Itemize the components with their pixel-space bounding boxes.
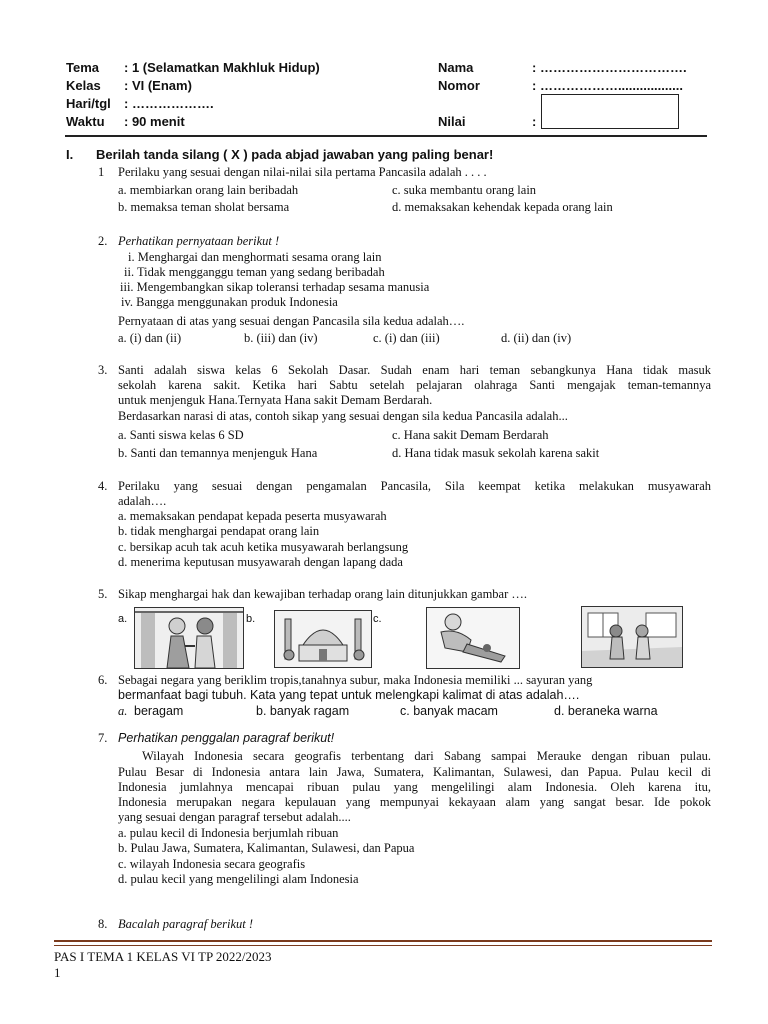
q4-option-c[interactable]: c. bersikap acuh tak acuh ketika musyawarah berlangsung bbox=[118, 540, 409, 554]
q7-paragraph-line-1: Wilayah Indonesia secara geografis terbentang dari Sabang sampai Merauke dengan ribuan pulau. bbox=[142, 749, 711, 763]
q6-option-a[interactable]: beragam bbox=[134, 704, 184, 718]
q7-paragraph-line-3: Indonesia jumlahnya mencapai ribuan pulau yang mengelilingi alam Indonesia. Oleh karena itu, bbox=[118, 780, 711, 794]
q3-line-2: sekolah karena sakit. Ketika hari Sabtu setelah pelajaran olahraga Santi mengajak teman-temannya bbox=[118, 378, 711, 392]
q7-option-c[interactable]: c. wilayah Indonesia secara geografis bbox=[118, 857, 306, 871]
q7-paragraph-line-4: Indonesia merupakan negara kepulauan yang mempunyai kekayaan alam yang sangat besar. Ide pokok bbox=[118, 795, 711, 809]
q5-picture-a-children-handshake[interactable] bbox=[134, 607, 244, 669]
q3-line-3: untuk menjenguk Hana.Ternyata Hana sakit Demam Berdarah. bbox=[118, 393, 433, 407]
q6-option-b[interactable]: b. banyak ragam bbox=[256, 704, 350, 718]
nilai-score-box[interactable] bbox=[541, 94, 679, 129]
q4-number: 4. bbox=[98, 479, 108, 493]
q5-picture-b-mosque[interactable] bbox=[274, 610, 372, 668]
section-title: Berilah tanda silang ( X ) pada abjad jawaban yang paling benar! bbox=[96, 147, 494, 162]
q4-option-b[interactable]: b. tidak menghargai pendapat orang lain bbox=[118, 524, 320, 538]
q7-intro: Perhatikan penggalan paragraf berikut! bbox=[118, 731, 335, 745]
q7-option-a[interactable]: a. pulau kecil di Indonesia berjumlah ribuan bbox=[118, 826, 339, 840]
q8-intro: Bacalah paragraf berikut ! bbox=[118, 917, 254, 931]
q1-option-c[interactable]: c. suka membantu orang lain bbox=[392, 183, 537, 197]
kelas-value: : VI (Enam) bbox=[124, 78, 192, 93]
q3-option-c[interactable]: c. Hana sakit Demam Berdarah bbox=[392, 428, 549, 442]
q7-number: 7. bbox=[98, 731, 108, 745]
q4-line-1: Perilaku yang sesuai dengan pengamalan Pancasila, Sila keempat ketika melakukan musyawarah bbox=[118, 479, 711, 493]
q3-line-1: Santi adalah siswa kelas 6 Sekolah Dasar. Sudah enam hari teman sebangkunya Hana tidak masuk bbox=[118, 363, 711, 377]
waktu-value: : 90 menit bbox=[124, 114, 185, 129]
footer-rule-thick bbox=[54, 940, 712, 942]
q2-number: 2. bbox=[98, 234, 108, 248]
q4-line-2: adalah…. bbox=[118, 494, 167, 508]
nilai-colon: : bbox=[532, 114, 537, 129]
q1-option-d[interactable]: d. memaksakan kehendak kepada orang lain bbox=[392, 200, 613, 214]
q2-option-b[interactable]: b. (iii) dan (iv) bbox=[244, 331, 318, 345]
q6-line-1: Sebagai negara yang beriklim tropis,tanahnya subur, maka Indonesia memiliki ... sayuran yang bbox=[118, 673, 593, 687]
q8-number: 8. bbox=[98, 917, 108, 931]
q1-number: 1 bbox=[98, 165, 105, 179]
q2-option-d[interactable]: d. (ii) dan (iv) bbox=[501, 331, 572, 345]
q3-option-b[interactable]: b. Santi dan temannya menjenguk Hana bbox=[118, 446, 318, 460]
nama-label: Nama bbox=[438, 60, 474, 75]
q5-text: Sikap menghargai hak dan kewajiban terhadap orang lain ditunjukkan gambar …. bbox=[118, 587, 528, 601]
q3-option-d[interactable]: d. Hana tidak masuk sekolah karena sakit bbox=[392, 446, 600, 460]
q5-label-b[interactable]: b. bbox=[246, 613, 256, 625]
q5-label-a[interactable]: a. bbox=[118, 613, 128, 625]
q7-option-b[interactable]: b. Pulau Jawa, Sumatera, Kalimantan, Sulawesi, dan Papua bbox=[118, 841, 415, 855]
header-divider bbox=[65, 135, 707, 137]
kelas-label: Kelas bbox=[66, 78, 101, 93]
q7-question: yang sesuai dengan paragraf tersebut adalah.... bbox=[118, 810, 351, 824]
q3-question: Berdasarkan narasi di atas, contoh sikap yang sesuai dengan sila kedua Pancasila adalah... bbox=[118, 409, 568, 423]
q2-statement-i: i. Menghargai dan menghormati sesama orang lain bbox=[128, 250, 382, 264]
q6-line-2: bermanfaat bagi tubuh. Kata yang tepat untuk melengkapi kalimat di atas adalah…. bbox=[118, 688, 580, 702]
footer-text: PAS I TEMA 1 KELAS VI TP 2022/2023 bbox=[54, 949, 272, 964]
q3-option-a[interactable]: a. Santi siswa kelas 6 SD bbox=[118, 428, 244, 442]
q5-picture-c-person-working[interactable] bbox=[426, 607, 520, 669]
q2-statement-ii: ii. Tidak mengganggu teman yang sedang beribadah bbox=[124, 265, 385, 279]
q5-number: 5. bbox=[98, 587, 108, 601]
nilai-label: Nilai bbox=[438, 114, 466, 129]
waktu-label: Waktu bbox=[66, 114, 105, 129]
page-number: 1 bbox=[54, 965, 61, 980]
q1-text: Perilaku yang sesuai dengan nilai-nilai sila pertama Pancasila adalah . . . . bbox=[118, 165, 487, 179]
q7-option-d[interactable]: d. pulau kecil yang mengelilingi alam Indonesia bbox=[118, 872, 359, 886]
q6-number: 6. bbox=[98, 673, 108, 687]
nomor-field[interactable]: : ……………….................. bbox=[532, 78, 683, 93]
q6-option-a-letter[interactable]: a. bbox=[118, 704, 128, 718]
q6-option-d[interactable]: d. beraneka warna bbox=[554, 704, 658, 718]
q1-option-b[interactable]: b. memaksa teman sholat bersama bbox=[118, 200, 290, 214]
q7-paragraph-line-2: Pulau Besar di Indonesia antara lain Jawa, Sumatera, Kalimantan, Sulawesi, dan Papua. Pulau kecil di bbox=[118, 765, 711, 779]
q2-statement-iv: iv. Bangga menggunakan produk Indonesia bbox=[121, 295, 338, 309]
haritgl-value: : ………………. bbox=[124, 96, 214, 111]
footer-rule-thin bbox=[54, 945, 712, 946]
q2-option-a[interactable]: a. (i) dan (ii) bbox=[118, 331, 182, 345]
q6-option-c[interactable]: c. banyak macam bbox=[400, 704, 498, 718]
section-number: I. bbox=[66, 147, 74, 162]
nama-field[interactable]: : ……………………………. bbox=[532, 60, 687, 75]
tema-label: Tema bbox=[66, 60, 99, 75]
q5-picture-d-children-cleaning[interactable] bbox=[581, 606, 683, 668]
q5-label-c[interactable]: c. bbox=[373, 613, 382, 625]
q4-option-d[interactable]: d. menerima keputusan musyawarah dengan lapang dada bbox=[118, 555, 403, 569]
nomor-label: Nomor bbox=[438, 78, 480, 93]
q4-option-a[interactable]: a. memaksakan pendapat kepada peserta musyawarah bbox=[118, 509, 387, 523]
haritgl-label: Hari/tgl bbox=[66, 96, 111, 111]
q2-statement-iii: iii. Mengembangkan sikap toleransi terhadap sesama manusia bbox=[120, 280, 430, 294]
q2-option-c[interactable]: c. (i) dan (iii) bbox=[373, 331, 440, 345]
q2-intro: Perhatikan pernyataan berikut ! bbox=[118, 234, 280, 248]
q3-number: 3. bbox=[98, 363, 108, 377]
q1-option-a[interactable]: a. membiarkan orang lain beribadah bbox=[118, 183, 299, 197]
tema-value: : 1 (Selamatkan Makhluk Hidup) bbox=[124, 60, 320, 75]
q2-question: Pernyataan di atas yang sesuai dengan Pancasila sila kedua adalah…. bbox=[118, 314, 465, 328]
